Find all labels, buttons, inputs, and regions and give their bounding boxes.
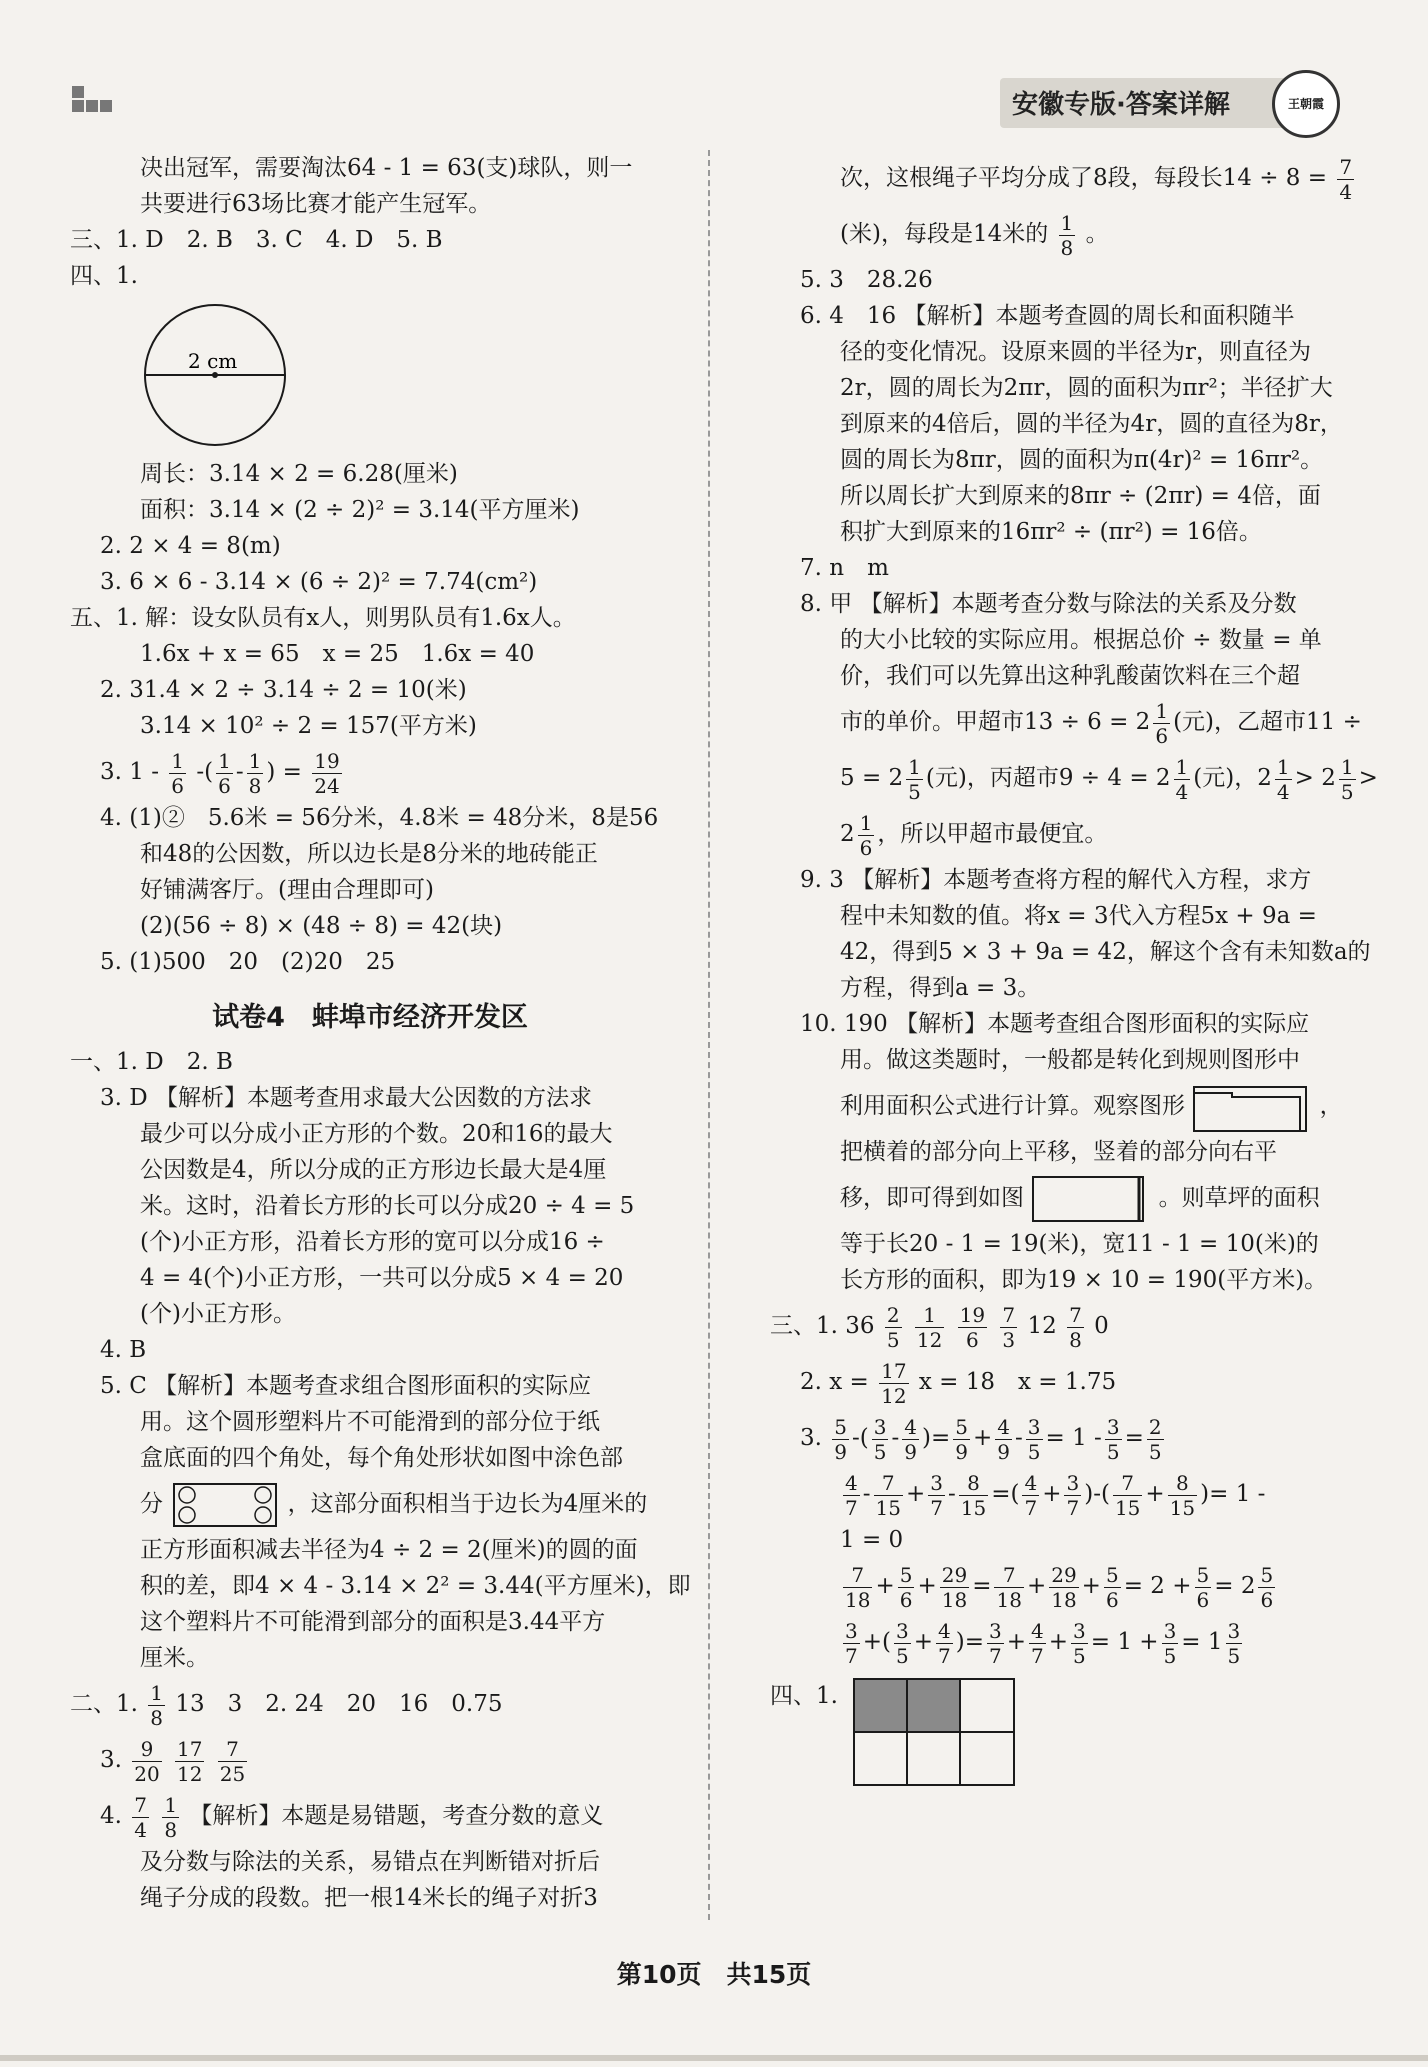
fraction-line: $\frac{7}{18}$ + $\frac{5}{6}$ + $\frac{29}{18}$ = $\frac{7}{18}$ + $\frac{29}{18}$ + $\frac{5}{6}$ = 2 + $\frac{5}{6}$ = 2 $\frac{5}{6}$ — [845, 1562, 1274, 1612]
circle-figure — [140, 300, 290, 450]
text-line: 决出冠军，需要淘汰64 - 1 = 63(支)球队，则一 — [140, 155, 633, 181]
text-line: 圆的周长为8πr，圆的面积为π(4r)² = 16πr²。 — [840, 447, 1324, 473]
text-line-with-figure: 移，即可得到如图 。则草坪的面积 — [770, 1170, 1370, 1226]
text-line: 把横着的部分向上平移，竖着的部分向右平 — [840, 1139, 1277, 1165]
section-title: 试卷4 蚌埠市经济开发区 — [212, 1002, 528, 1033]
text-line: 共要进行63场比赛才能产生冠军。 — [140, 191, 492, 217]
text-line: 2r，圆的周长为2πr，圆的面积为πr²；半径扩大 — [840, 375, 1333, 401]
lawn-rect-figure — [1031, 1173, 1151, 1225]
text-line: 五、1. 解：设女队员有x人，则男队员有1.6x人。 — [70, 605, 576, 631]
text-line: 所以周长扩大到原来的8πr ÷ (2πr) = 4倍，面 — [840, 483, 1321, 509]
bottom-rule — [0, 2055, 1428, 2061]
text-line: 4 = 4(个)小正方形，一共可以分成5 × 4 = 20 — [140, 1265, 624, 1291]
text-line: 最少可以分成小正方形的个数。20和16的最大 — [140, 1121, 613, 1147]
fraction-line: 二、1. $\frac{1}{8}$ 13 3 2. 24 20 16 0.75 — [70, 1680, 503, 1730]
text-line: 5. C 【解析】本题考查求组合图形面积的实际应 — [100, 1373, 592, 1399]
text-line: 9. 3 【解析】本题考查将方程的解代入方程，求方 — [800, 867, 1312, 893]
fraction-line: 5 = 2 $\frac{1}{5}$ (元)，丙超市9 ÷ 4 = 2 $\frac{1}{4}$ (元)，2 $\frac{1}{4}$ > 2 $\frac{1}{5}$ > — [840, 754, 1378, 804]
fraction-line: $\frac{4}{7}$ - $\frac{7}{15}$ + $\frac{3}{7}$ - $\frac{8}{15}$ =( $\frac{4}{7}$ + $\frac{3}{7}$ )-( $\frac{7}{15}$ + $\frac{8}{15}$ )= 1 - — [845, 1470, 1266, 1520]
text-line: 这个塑料片不可能滑到部分的面积是3.44平方 — [140, 1609, 606, 1635]
fraction-line: 4. $\frac{7}{4}$ $\frac{1}{8}$ 【解析】本题是易错题，考查分数的意义 — [100, 1792, 604, 1842]
text-line: 2. 31.4 × 2 ÷ 3.14 ÷ 2 = 10(米) — [100, 677, 467, 703]
fraction-line: 2. x = $\frac{17}{12}$ x = 18 x = 1.75 — [800, 1358, 1117, 1408]
text-line: 3. 6 × 6 - 3.14 × (6 ÷ 2)² = 7.74(cm²) — [100, 569, 538, 595]
text-line: 程中未知数的值。将x = 3代入方程5x + 9a = — [840, 903, 1317, 929]
lawn-path-figure — [1192, 1081, 1312, 1133]
text-line: 和48的公因数，所以边长是8分米的地砖能正 — [140, 841, 598, 867]
text-line: 绳子分成的段数。把一根14米长的绳子对折3 — [140, 1885, 598, 1911]
fraction-line: $\frac{3}{7}$ +( $\frac{3}{5}$ + $\frac{4}{7}$ )= $\frac{3}{7}$ + $\frac{4}{7}$ + $\frac{3}{5}$ = 1 + $\frac{3}{5}$ = 1 $\frac{3}{5}$ — [845, 1618, 1241, 1668]
text-line-with-figure: 分 ，这部分面积相当于边长为4厘米的 — [70, 1476, 670, 1532]
circle-label: 2 cm — [188, 349, 238, 373]
text-line: (个)小正方形。 — [140, 1301, 296, 1327]
text-line: 到原来的4倍后，圆的半径为4r，圆的直径为8r， — [840, 411, 1343, 437]
text-line: 公因数是4，所以分成的正方形边长最大是4厘 — [140, 1157, 607, 1183]
page-number: 第10页 共15页 — [616, 1960, 812, 1989]
text-line: 8. 甲 【解析】本题考查分数与除法的关系及分数 — [800, 591, 1297, 617]
shaded-grid-figure — [853, 1678, 1015, 1786]
text-line: 等于长20 - 1 = 19(米)，宽11 - 1 = 10(米)的 — [840, 1231, 1319, 1257]
text-line: 好铺满客厅。(理由合理即可) — [140, 877, 434, 903]
text-line: 4. B — [100, 1337, 147, 1363]
publisher-seal-icon: 王朝霞 — [1272, 70, 1340, 138]
circle-diagram — [140, 300, 290, 450]
text-line: 方程，得到a = 3。 — [840, 975, 1041, 1001]
text-line: 价，我们可以先算出这种乳酸菌饮料在三个超 — [840, 663, 1300, 689]
text-line: 积的差，即4 × 4 - 3.14 × 2² = 3.44(平方厘米)，即 — [140, 1573, 691, 1599]
fraction-line: 市的单价。甲超市13 ÷ 6 = 2 $\frac{1}{6}$ (元)，乙超市11 ÷ — [840, 698, 1362, 748]
text-line: 3. D 【解析】本题考查用求最大公因数的方法求 — [100, 1085, 593, 1111]
text-line: 2. 2 × 4 = 8(m) — [100, 533, 281, 559]
text-line: 厘米。 — [140, 1645, 209, 1671]
text-line: 用。这个圆形塑料片不可能滑到的部分位于纸 — [140, 1409, 600, 1435]
text-line: 42，得到5 × 3 + 9a = 42，解这个含有未知数a的 — [840, 939, 1371, 965]
column-divider — [708, 150, 710, 1920]
text-line: 正方形面积减去半径为4 ÷ 2 = 2(厘米)的圆的面 — [140, 1537, 638, 1563]
fraction-line: 2 $\frac{1}{6}$ ，所以甲超市最便宜。 — [840, 810, 1108, 860]
text-line: 用。做这类题时，一般都是转化到规则图形中 — [840, 1047, 1300, 1073]
text-line: (个)小正方形，沿着长方形的宽可以分成16 ÷ — [140, 1229, 605, 1255]
text-line: 4. (1)② 5.6米 = 56分米，4.8米 = 48分米，8是56 — [100, 805, 659, 831]
fraction-line: 3. $\frac{5}{9}$ -( $\frac{3}{5}$ - $\frac{4}{9}$ )= $\frac{5}{9}$ + $\frac{4}{9}$ - $\frac{3}{5}$ = 1 - $\frac{3}{5}$ = $\frac{2}{5}$ — [800, 1414, 1162, 1464]
text-line: (2)(56 ÷ 8) × (48 ÷ 8) = 42(块) — [140, 913, 503, 939]
text-line-with-figure: 利用面积公式进行计算。观察图形 ， — [770, 1078, 1370, 1134]
left-column — [70, 150, 691, 1916]
text-line: 的大小比较的实际应用。根据总价 ÷ 数量 = 单 — [840, 627, 1322, 653]
text-line: 一、1. D 2. B — [70, 1049, 233, 1075]
box-corners-figure — [170, 1480, 280, 1530]
header-title: 安徽专版·答案详解 — [1012, 90, 1230, 120]
text-line: 5. (1)500 20 (2)20 25 — [100, 949, 396, 975]
right-column — [770, 150, 1378, 1786]
fraction-line: 次，这根绳子平均分成了8段，每段长14 ÷ 8 = $\frac{7}{4}$ — [840, 154, 1353, 204]
text-line: 及分数与除法的关系，易错点在判断错对折后 — [140, 1849, 600, 1875]
text-line: 径的变化情况。设原来圆的半径为r，则直径为 — [840, 339, 1311, 365]
fraction-line: 3. 1 - $\frac{1}{6}$ -( $\frac{1}{6}$ - $\frac{1}{8}$ ) = $\frac{19}{24}$ — [100, 748, 340, 798]
text-line: 米。这时，沿着长方形的长可以分成20 ÷ 4 = 5 — [140, 1193, 635, 1219]
text-line: 四、1. — [70, 263, 138, 289]
text-line: 7. n m — [800, 555, 889, 581]
text-line: 积扩大到原来的16πr² ÷ (πr²) = 16倍。 — [840, 519, 1262, 545]
text-line: 周长：3.14 × 2 = 6.28(厘米) — [140, 461, 458, 487]
fraction-line: 三、1. 36 $\frac{2}{5}$ $\frac{1}{12}$ $\frac{19}{6}$ $\frac{7}{3}$ 12 $\frac{7}{8}$ 0 — [770, 1302, 1109, 1352]
text-line: 长方形的面积，即为19 × 10 = 190(平方米)。 — [840, 1267, 1328, 1293]
text-line: 3.14 × 10² ÷ 2 = 157(平方米) — [140, 713, 477, 739]
text-line: 10. 190 【解析】本题考查组合图形面积的实际应 — [800, 1011, 1310, 1037]
text-line: 三、1. D 2. B 3. C 4. D 5. B — [70, 227, 443, 253]
text-line: 盒底面的四个角处，每个角处形状如图中涂色部 — [140, 1445, 623, 1471]
grid-line: 四、1. — [770, 1678, 1370, 1786]
text-line: 6. 4 16 【解析】本题考查圆的周长和面积随半 — [800, 303, 1295, 329]
fraction-line: 3. $\frac{9}{20}$ $\frac{17}{12}$ $\frac{7}{25}$ — [100, 1736, 246, 1786]
text-line: 1.6x + x = 65 x = 25 1.6x = 40 — [140, 641, 535, 667]
text-line: 面积：3.14 × (2 ÷ 2)² = 3.14(平方厘米) — [140, 497, 580, 523]
text-line: 1 = 0 — [840, 1527, 904, 1553]
text-line: 5. 3 28.26 — [800, 267, 933, 293]
fraction-line: (米)，每段是14米的 $\frac{1}{8}$ 。 — [840, 210, 1109, 260]
